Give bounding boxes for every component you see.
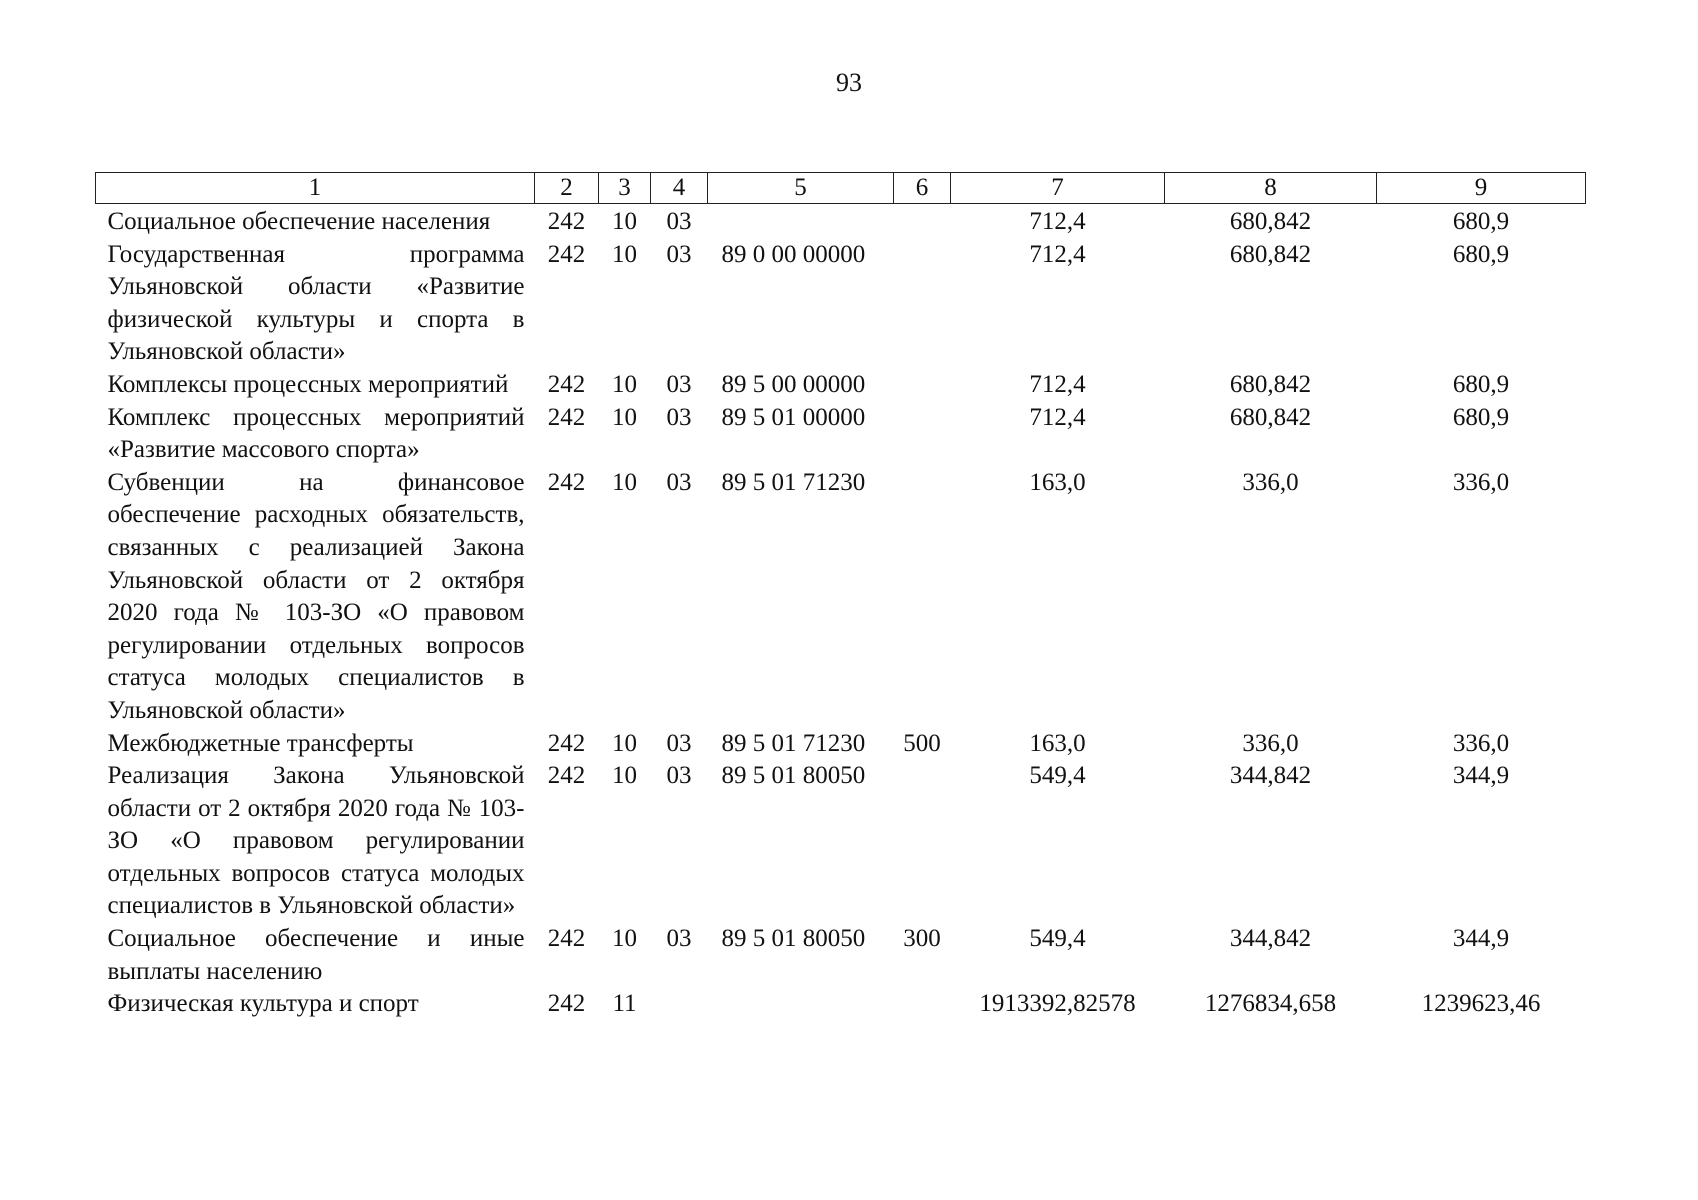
row-col-5: 89 5 01 80050 [721, 925, 866, 953]
row-col-2: 242 [547, 240, 586, 268]
row-col-2: 242 [547, 729, 586, 757]
table-row [96, 988, 1586, 1021]
table-row [96, 728, 1586, 761]
row-col-7: 712,4 [1029, 370, 1086, 398]
row-col-6 [894, 204, 951, 239]
row-col-9: 680,9 [1452, 370, 1510, 398]
row-col-5: 89 5 00 00000 [721, 370, 866, 398]
row-col-9: 680,9 [1452, 208, 1510, 235]
row-col-6 [894, 467, 951, 728]
header-col-2: 2 [535, 173, 599, 204]
row-col-3: 10 [612, 925, 637, 953]
row-col-9: 1239623,46 [1421, 990, 1541, 1018]
row-col-2: 242 [547, 208, 586, 235]
table-row [96, 760, 1586, 923]
row-col-6 [894, 239, 951, 369]
row-col-2: 242 [547, 925, 586, 953]
row-col-9: 336,0 [1452, 468, 1510, 496]
row-name: Межбюджетные трансферты [107, 729, 414, 757]
row-col-8: 336,0 [1242, 729, 1299, 757]
table-row [96, 369, 1586, 402]
table-row [96, 923, 1586, 988]
row-col-8: 680,842 [1229, 403, 1312, 431]
row-name: Субвенции на финансовое обеспечение расходных обязательств, связанных с реализацией Закона Ульяновской области от 2 октября 2020 года № 103-ЗО «О правовом регулировании отдельных вопросов статуса молодых специалистов в Ульяновской области» [107, 468, 525, 724]
row-col-8: 1276834,658 [1204, 990, 1337, 1018]
row-col-5: 89 5 01 00000 [721, 403, 866, 431]
table-row [96, 239, 1586, 369]
table-row [96, 204, 1586, 239]
row-name: Комплекс процессных мероприятий «Развитие массового спорта» [107, 403, 525, 464]
row-col-7: 549,4 [1029, 762, 1086, 790]
header-col-7: 7 [951, 173, 1165, 204]
header-col-9: 9 [1377, 173, 1586, 204]
row-col-6 [894, 402, 951, 467]
row-col-4: 03 [666, 925, 692, 953]
row-col-6: 300 [903, 925, 941, 953]
row-col-7: 712,4 [1029, 240, 1086, 268]
header-row [96, 173, 1586, 204]
row-col-2: 242 [547, 762, 586, 790]
row-col-8: 344,842 [1229, 925, 1312, 953]
row-name: Реализация Закона Ульяновской области от 2 октября 2020 года № 103-ЗО «О правовом регулировании отдельных вопросов статуса молодых специалистов в Ульяновской области» [107, 762, 525, 920]
row-col-3: 10 [612, 729, 637, 757]
row-col-7: 712,4 [1029, 403, 1086, 431]
row-col-5: 89 5 01 71230 [721, 468, 866, 496]
row-col-7: 163,0 [1029, 468, 1086, 496]
row-col-4: 03 [666, 403, 692, 431]
row-col-7: 549,4 [1029, 925, 1086, 953]
row-col-3: 10 [612, 240, 637, 268]
header-col-3: 3 [599, 173, 651, 204]
table-row [96, 402, 1586, 467]
header-col-1: 1 [96, 173, 535, 204]
row-col-7: 1913392,82578 [979, 990, 1136, 1018]
row-col-4: 03 [666, 729, 692, 757]
row-col-9: 344,9 [1452, 762, 1510, 790]
row-col-5 [708, 988, 894, 1021]
row-col-5: 89 5 01 71230 [721, 729, 866, 757]
row-col-4: 03 [666, 240, 692, 268]
header-col-5: 5 [708, 173, 894, 204]
row-col-5 [708, 204, 894, 239]
row-col-8: 680,842 [1229, 370, 1312, 398]
row-col-7: 163,0 [1029, 729, 1086, 757]
table-row [96, 467, 1586, 728]
row-col-9: 680,9 [1452, 240, 1510, 268]
row-col-3: 10 [612, 403, 637, 431]
row-col-3: 10 [612, 370, 637, 398]
row-col-8: 344,842 [1229, 762, 1312, 790]
header-col-8: 8 [1165, 173, 1377, 204]
row-col-6 [894, 760, 951, 923]
row-col-6 [894, 988, 951, 1021]
row-col-2: 242 [547, 468, 586, 496]
row-col-5: 89 0 00 00000 [721, 240, 866, 268]
row-name: Социальное обеспечение населения [107, 208, 491, 235]
row-col-5: 89 5 01 80050 [721, 762, 866, 790]
row-col-8: 336,0 [1242, 468, 1299, 496]
row-col-4: 03 [666, 762, 692, 790]
row-col-2: 242 [547, 403, 586, 431]
row-col-8: 680,842 [1229, 208, 1312, 235]
row-name: Комплексы процессных мероприятий [107, 370, 509, 398]
row-col-9: 336,0 [1452, 729, 1510, 757]
row-col-6: 500 [903, 729, 941, 757]
row-col-3: 10 [612, 208, 637, 235]
row-col-3: 10 [612, 762, 637, 790]
row-col-4: 03 [666, 208, 692, 235]
row-col-3: 11 [612, 990, 637, 1018]
row-col-3: 10 [612, 468, 637, 496]
page-number: 93 [836, 68, 862, 97]
row-col-2: 242 [547, 990, 586, 1018]
budget-table [95, 172, 1586, 1021]
row-col-8: 680,842 [1229, 240, 1312, 268]
row-name: Социальное обеспечение и иные выплаты населению [107, 925, 525, 985]
header-col-4: 4 [651, 173, 708, 204]
row-col-2: 242 [547, 370, 586, 398]
row-col-9: 344,9 [1452, 925, 1510, 953]
header-col-6: 6 [894, 173, 951, 204]
row-col-4: 03 [666, 370, 692, 398]
row-col-6 [894, 369, 951, 402]
row-col-9: 680,9 [1452, 403, 1510, 431]
row-name: Государственная программа Ульяновской области «Развитие физической культуры и спорта в Ульяновской области» [107, 240, 525, 366]
row-col-4: 03 [666, 468, 692, 496]
row-name: Физическая культура и спорт [107, 990, 419, 1018]
row-col-7: 712,4 [1029, 208, 1086, 235]
row-col-4 [651, 988, 708, 1021]
